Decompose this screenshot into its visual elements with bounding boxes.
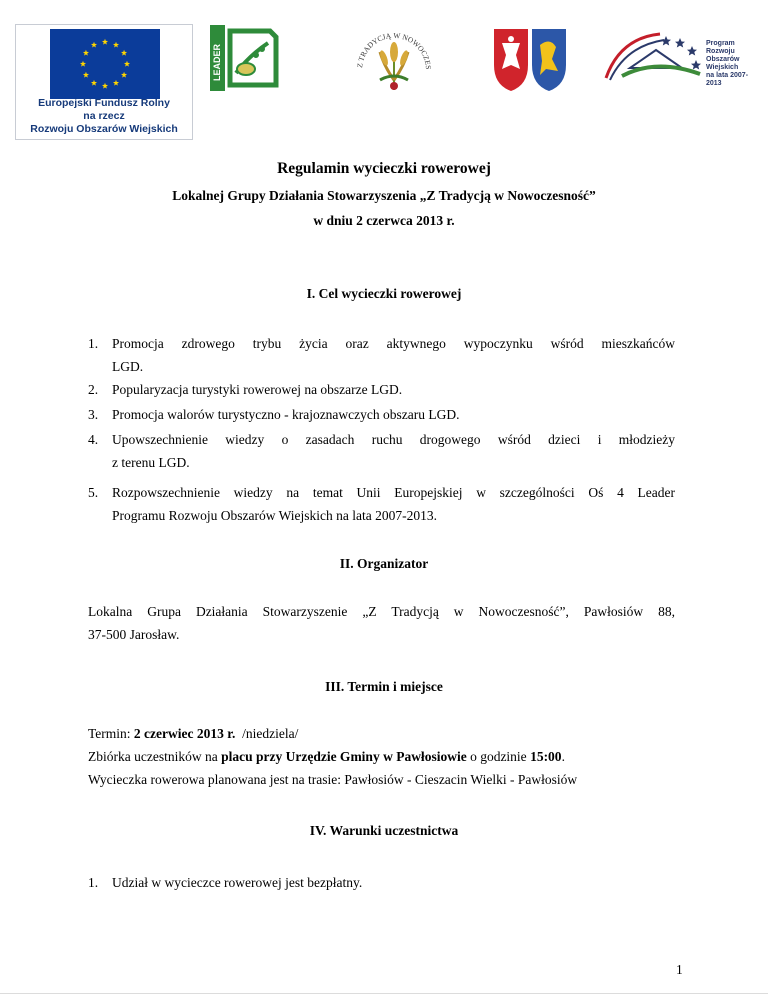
eu-caption-line: Rozwoju Obszarów Wiejskich [30,123,178,135]
document-subtitle: Lokalnej Grupy Działania Stowarzyszenia „Z Tradycją w Nowoczesność” [172,188,596,203]
termin-line [88,722,688,745]
termin-value: 2 czerwiec 2013 r. [133,726,236,741]
list-item [88,871,675,894]
list-item-number: 1. [88,336,99,351]
program-caption [706,40,750,88]
eu-star-icon [121,50,127,56]
route-line: Wycieczka rowerowa planowana jest na trasie: Pawłosiów - Cieszacin Wielki - Pawłosiów [88,772,578,787]
eu-star-icon [124,61,130,67]
list-item-text: Udział w wycieczce rowerowej jest bezpłatny. [112,875,363,890]
list-item-text: LGD. [112,359,144,374]
program-caption-line: Obszarów [706,56,740,63]
eu-star-icon [113,80,119,86]
program-caption-line: na lata 2007-2013 [706,72,749,87]
schedule-paragraph [88,722,688,791]
list-item-text: z terenu LGD. [112,455,190,470]
list-item [88,378,675,401]
eu-star-icon [83,72,89,78]
eu-flag-icon [50,29,160,99]
list-item [88,332,675,378]
list-item-text: Programu Rozwoju Obszarów Wiejskich na lata 2007-2013. [112,508,438,523]
termin-suffix: /niedziela/ [235,726,299,741]
eu-star-icon [102,83,108,89]
list-item-text: Promocja zdrowego trybu życia oraz aktywnego wypoczynku wśród mieszkańców [112,336,675,351]
lgd-logo [350,20,438,96]
eu-star-icon [102,39,108,45]
eu-star-icon [91,42,97,48]
page-number: 1 [676,962,683,977]
program-caption-line: Program [706,40,735,47]
list-item-number: 1. [88,875,99,890]
document-title: Regulamin wycieczki rowerowej [277,160,491,177]
eu-star-icon [113,42,119,48]
list-item-number: 2. [88,382,99,397]
section-heading: IV. Warunki uczestnictwa [309,823,459,838]
coat-of-arms-icon [490,25,570,95]
list-item-number: 5. [88,485,99,500]
rural-development-program-logo [600,28,750,87]
program-caption-line: Rozwoju [706,48,735,55]
eu-fund-caption [16,97,192,136]
list-item [88,403,675,426]
list-item [88,481,675,527]
list-item-text: Rozpowszechnienie wiedzy na temat Unii Europejskiej w szczególności Oś 4 Leader [112,485,675,500]
list-item-text: Popularyzacja turystyki rowerowej na obszarze LGD. [112,382,403,397]
organizer-paragraph [88,600,675,646]
termin-label: Termin: [88,726,134,741]
organizer-line: Lokalna Grupa Działania Stowarzyszenie „Z Tradycją w Nowoczesność”, Pawłosiów 88, [88,604,675,619]
meeting-text: . [561,749,565,764]
eu-star-icon [91,80,97,86]
list-item-number: 4. [88,432,99,447]
meeting-text: o godzinie [466,749,531,764]
logo-bar [0,0,768,145]
eu-caption-line: na rzecz [83,110,125,122]
svg-text:LEADER: LEADER [212,43,222,81]
svg-text:Z TRADYCJĄ W NOWOCZESNOŚĆ: Z TRADYCJĄ W NOWOCZES [355,30,434,70]
eu-fund-logo [15,24,193,140]
eu-star-icon [80,61,86,67]
eu-star-icon [83,50,89,56]
list-item-number: 3. [88,407,99,422]
document-date: w dniu 2 czerwca 2013 r. [313,213,455,228]
meeting-place: placu przy Urzędzie Gminy w Pawłosiowie [221,749,467,764]
organizer-line: 37-500 Jarosław. [88,627,180,642]
program-caption-line: Wiejskich [706,64,739,71]
eu-star-icon [121,72,127,78]
eu-caption-line: Europejski Fundusz Rolny [38,97,170,109]
section-heading: II. Organizator [339,556,429,571]
list-item-text: Upowszechnienie wiedzy o zasadach ruchu drogowego wśród dzieci i młodzieży [112,432,675,447]
list-item-text: Promocja walorów turystyczno - krajoznawczych obszaru LGD. [112,407,460,422]
meeting-time: 15:00 [530,749,562,764]
list-item [88,428,675,474]
meeting-text: Zbiórka uczestników na [88,749,222,764]
meeting-line [88,745,688,768]
section-heading: I. Cel wycieczki rowerowej [306,286,462,301]
leader-logo [210,25,280,91]
section-heading: III. Termin i miejsce [325,679,443,694]
